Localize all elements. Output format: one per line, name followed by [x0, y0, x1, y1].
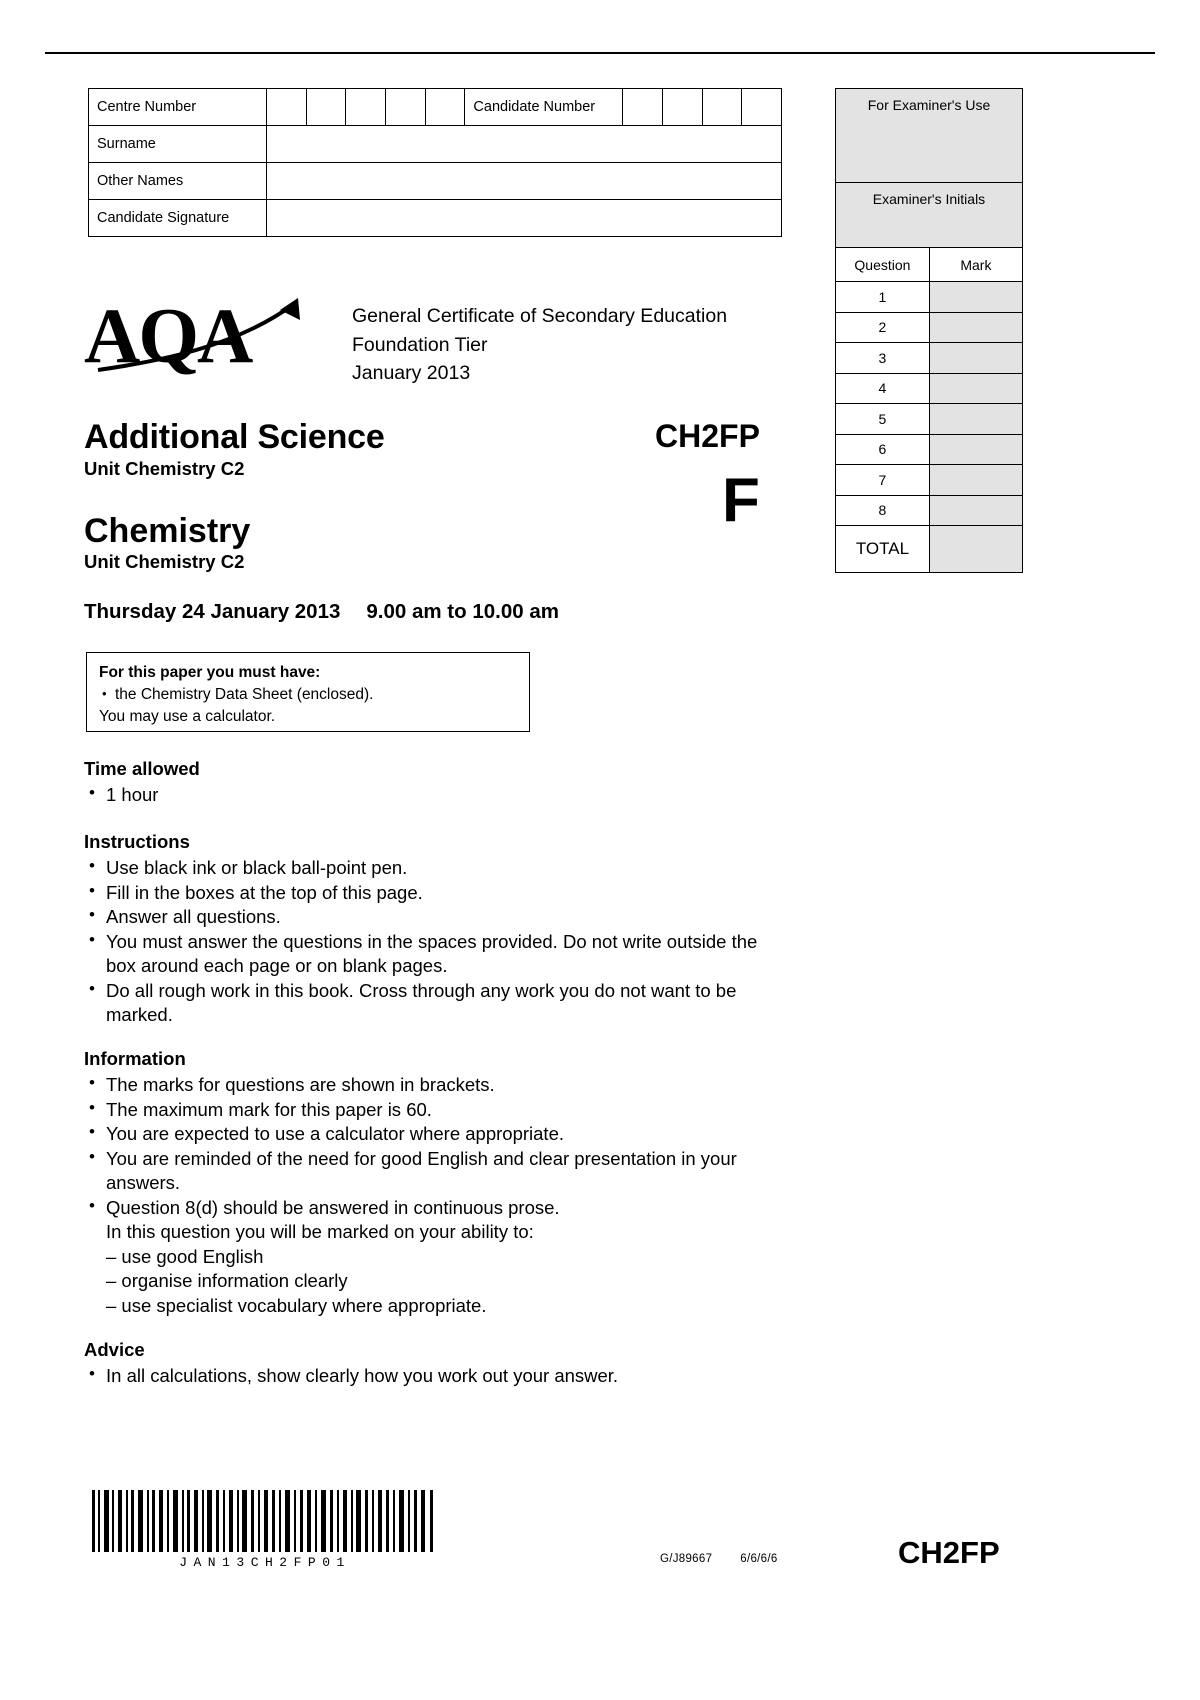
- information-sub-item: – use good English: [106, 1245, 264, 1267]
- list-item: • You must answer the questions in the spaces provided. Do not write outside the box around each page or on blank pages.: [84, 930, 784, 979]
- table-row: [836, 312, 1023, 343]
- exam-time: 9.00 am to 10.00 am: [366, 600, 559, 623]
- barcode: [90, 1490, 440, 1552]
- question-number-6: 6: [836, 434, 930, 465]
- qualification-line: General Certificate of Secondary Education: [352, 305, 728, 327]
- candidate-details-table: [88, 88, 782, 237]
- table-row: [836, 248, 1023, 282]
- mark-cell-4[interactable]: [929, 373, 1022, 404]
- mark-cell-8[interactable]: [929, 495, 1022, 526]
- information-list: [84, 1073, 784, 1318]
- mark-cell-5[interactable]: [929, 404, 1022, 435]
- list-item: • Question 8(d) should be answered in continuous prose.: [84, 1196, 784, 1221]
- time-allowed-heading: Time allowed: [84, 758, 200, 779]
- list-item: • The maximum mark for this paper is 60.: [84, 1098, 784, 1123]
- mark-cell-3[interactable]: [929, 343, 1022, 374]
- list-item: • Use black ink or black ball-point pen.: [84, 856, 784, 881]
- table-row: [836, 89, 1023, 183]
- candidate-number-box-4[interactable]: [742, 89, 782, 126]
- mark-column-header: Mark: [929, 248, 1022, 282]
- barcode-label: JAN13CH2FP01: [179, 1555, 351, 1570]
- list-item: • 1 hour: [84, 783, 784, 808]
- question-number-8: 8: [836, 495, 930, 526]
- candidate-number-box-2[interactable]: [662, 89, 702, 126]
- table-row: [836, 373, 1023, 404]
- list-item: • Answer all questions.: [84, 905, 784, 930]
- time-allowed-list: [84, 783, 784, 808]
- table-row: [836, 343, 1023, 374]
- candidate-number-box-1[interactable]: [623, 89, 663, 126]
- information-sub-item: – organise information clearly: [106, 1270, 348, 1291]
- list-item: • the Chemistry Data Sheet (enclosed).: [115, 684, 517, 706]
- centre-number-box-2[interactable]: [306, 89, 346, 126]
- print-numbers: 6/6/6/6: [740, 1553, 778, 1565]
- paper-subtitle: Unit Chemistry C2: [84, 551, 245, 572]
- exam-date: Thursday 24 January 2013: [84, 600, 341, 623]
- table-row: [89, 89, 782, 126]
- list-item: • You are reminded of the need for good English and clear presentation in your answers.: [84, 1147, 784, 1196]
- print-code-value: G/J89667: [660, 1553, 713, 1565]
- question-column-header: Question: [836, 248, 930, 282]
- table-row: [89, 163, 782, 200]
- tier-letter-badge: F: [722, 466, 760, 535]
- question-number-3: 3: [836, 343, 930, 374]
- print-code: [660, 1553, 778, 1565]
- mark-cell-2[interactable]: [929, 312, 1022, 343]
- centre-number-box-1[interactable]: [267, 89, 307, 126]
- instructions-heading: Instructions: [84, 831, 190, 852]
- centre-number-box-4[interactable]: [386, 89, 426, 126]
- mark-cell-7[interactable]: [929, 465, 1022, 496]
- table-row: [89, 126, 782, 163]
- centre-number-box-3[interactable]: [346, 89, 386, 126]
- centre-number-label: Centre Number: [89, 89, 267, 126]
- total-mark-cell[interactable]: [929, 526, 1022, 573]
- materials-heading: For this paper you must have:: [99, 664, 321, 681]
- table-row: [836, 434, 1023, 465]
- materials-note: You may use a calculator.: [99, 708, 276, 725]
- table-row: [836, 526, 1023, 573]
- aqa-logo: [84, 292, 334, 388]
- advice-list: [84, 1364, 784, 1389]
- candidate-number-box-3[interactable]: [702, 89, 742, 126]
- instructions-list: [84, 856, 784, 1028]
- other-names-label: Other Names: [89, 163, 267, 200]
- table-row: [836, 465, 1023, 496]
- qualification-block: [352, 302, 727, 388]
- svg-text:AQA: AQA: [84, 292, 252, 379]
- other-names-field[interactable]: [267, 163, 782, 200]
- for-examiner-use-label: For Examiner's Use: [836, 89, 1023, 183]
- examiner-use-table: [835, 88, 1023, 573]
- list-item: • In all calculations, show clearly how you work out your answer.: [84, 1364, 784, 1389]
- question-number-2: 2: [836, 312, 930, 343]
- tier-line: Foundation Tier: [352, 333, 488, 356]
- centre-number-box-5[interactable]: [425, 89, 465, 126]
- table-row: [836, 404, 1023, 435]
- exam-datetime: [84, 600, 559, 624]
- session-line: January 2013: [352, 362, 471, 384]
- mark-cell-1[interactable]: [929, 282, 1022, 313]
- paper-code: CH2FP: [655, 418, 760, 454]
- top-rule-divider: [45, 52, 1155, 54]
- question-number-5: 5: [836, 404, 930, 435]
- table-row: [836, 282, 1023, 313]
- question-number-7: 7: [836, 465, 930, 496]
- list-item: • You are expected to use a calculator where appropriate.: [84, 1122, 784, 1147]
- paper-title: Chemistry: [84, 512, 251, 550]
- information-heading: Information: [84, 1048, 186, 1069]
- information-sub-note: In this question you will be marked on your ability to:: [106, 1221, 534, 1242]
- question-number-1: 1: [836, 282, 930, 313]
- table-row: [836, 183, 1023, 248]
- advice-heading: Advice: [84, 1339, 145, 1360]
- information-sub-item: – use specialist vocabulary where appropriate.: [106, 1294, 487, 1316]
- list-item: • Do all rough work in this book. Cross through any work you do not want to be marked.: [84, 979, 784, 1028]
- table-row: [89, 200, 782, 237]
- total-label: TOTAL: [836, 526, 930, 573]
- surname-label: Surname: [89, 126, 267, 163]
- surname-field[interactable]: [267, 126, 782, 163]
- page-subtitle: Unit Chemistry C2: [84, 458, 245, 479]
- materials-list: [99, 684, 517, 706]
- page-title: Additional Science: [84, 418, 385, 456]
- examiner-initials-label: Examiner's Initials: [836, 183, 1023, 248]
- table-row: [836, 495, 1023, 526]
- footer-paper-code: CH2FP: [898, 1535, 1000, 1570]
- question-number-4: 4: [836, 373, 930, 404]
- candidate-number-label: Candidate Number: [465, 89, 623, 126]
- candidate-signature-label: Candidate Signature: [89, 200, 267, 237]
- candidate-signature-field[interactable]: [267, 200, 782, 237]
- materials-box: [86, 652, 530, 732]
- list-item: • The marks for questions are shown in brackets.: [84, 1073, 784, 1098]
- mark-cell-6[interactable]: [929, 434, 1022, 465]
- list-item: • Fill in the boxes at the top of this page.: [84, 881, 784, 906]
